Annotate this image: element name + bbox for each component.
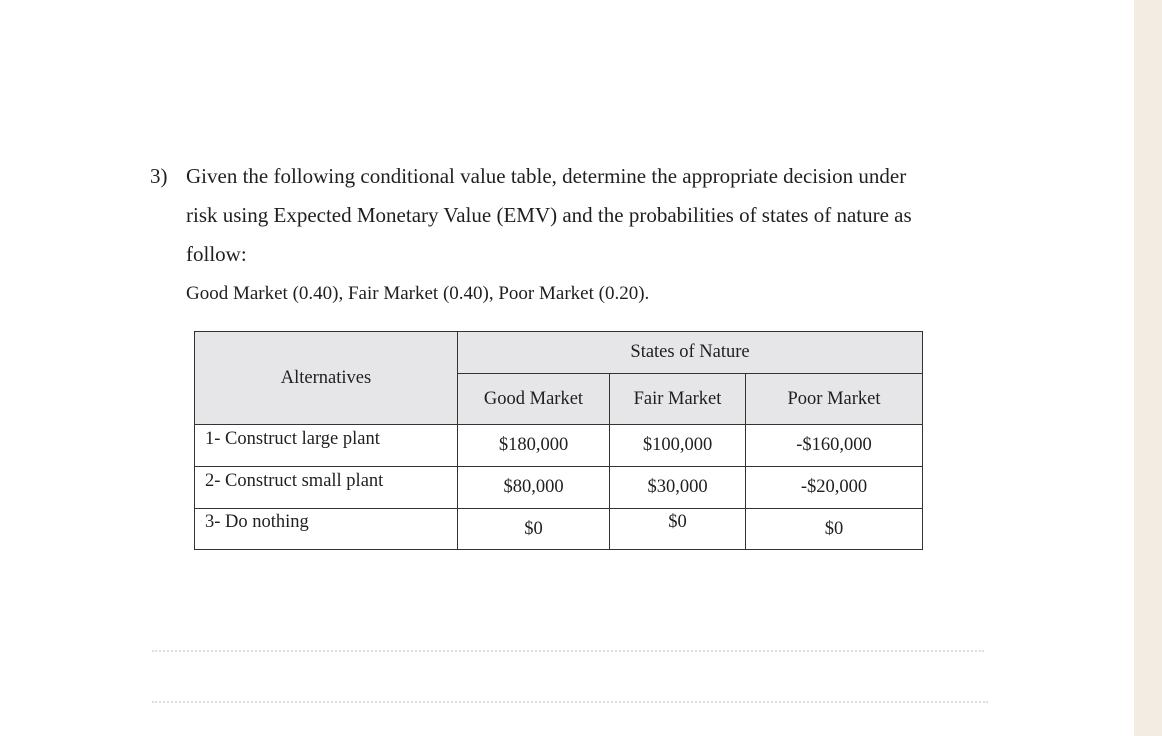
row-3-alternative: 3- Do nothing bbox=[194, 508, 458, 550]
row-1-alternative: 1- Construct large plant bbox=[194, 424, 458, 467]
row-3-fair-market: $0 bbox=[609, 508, 746, 550]
question-line-2: risk using Expected Monetary Value (EMV) and the probabilities of states of nature as bbox=[186, 203, 912, 227]
alternatives-header: Alternatives bbox=[194, 331, 458, 425]
row-2-fair-market: $30,000 bbox=[609, 466, 746, 509]
dotted-divider-2 bbox=[152, 701, 988, 703]
question-line-3: follow: bbox=[186, 242, 247, 266]
row-3-good-market: $0 bbox=[457, 508, 610, 550]
row-2-poor-market: -$20,000 bbox=[745, 466, 923, 509]
row-1-fair-market: $100,000 bbox=[609, 424, 746, 467]
column-header-good-market: Good Market bbox=[457, 373, 610, 425]
row-2-good-market: $80,000 bbox=[457, 466, 610, 509]
dotted-divider-1 bbox=[152, 650, 984, 652]
row-2-alternative: 2- Construct small plant bbox=[194, 466, 458, 509]
states-of-nature-header: States of Nature bbox=[457, 331, 923, 374]
question-line-1: Given the following conditional value table, determine the appropriate decision under bbox=[186, 164, 907, 188]
column-header-fair-market: Fair Market bbox=[609, 373, 746, 425]
conditional-value-table bbox=[194, 331, 923, 550]
side-strip bbox=[1134, 0, 1162, 736]
row-3-poor-market: $0 bbox=[745, 508, 923, 550]
row-1-poor-market: -$160,000 bbox=[745, 424, 923, 467]
probabilities-line: Good Market (0.40), Fair Market (0.40), Poor Market (0.20). bbox=[186, 283, 650, 304]
column-header-poor-market: Poor Market bbox=[745, 373, 923, 425]
question-number: 3) bbox=[150, 164, 168, 188]
row-1-good-market: $180,000 bbox=[457, 424, 610, 467]
